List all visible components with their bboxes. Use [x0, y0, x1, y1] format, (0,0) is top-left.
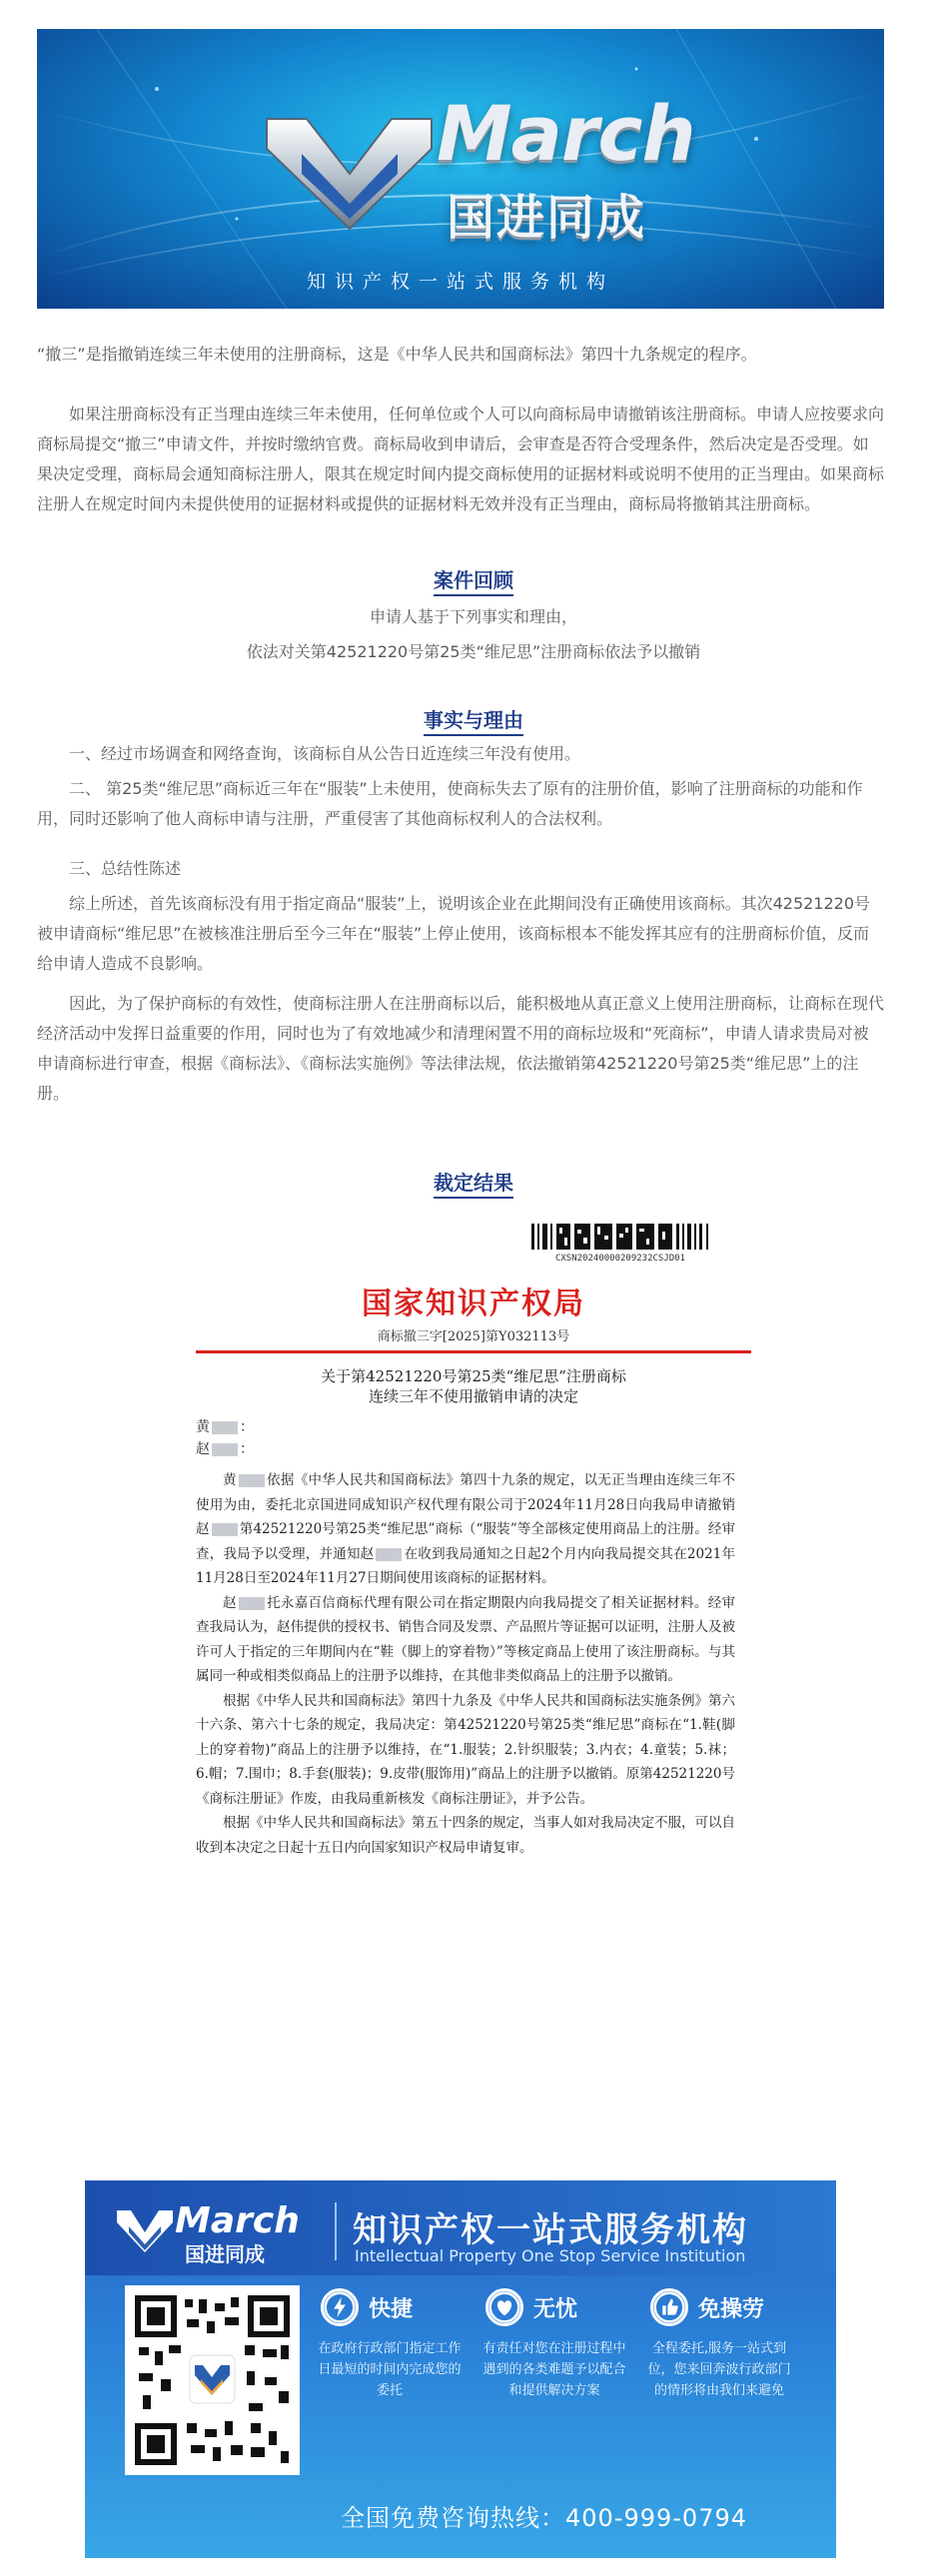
footer-divider — [335, 2202, 337, 2260]
banner-brand-cn: 国进同成 — [447, 190, 647, 246]
footer-title: 知识产权一站式服务机构 — [353, 2210, 748, 2250]
feature-desc: 全程委托,服务一站式到位，您来回奔波行政部门的情形将由我们来避免 — [647, 2341, 791, 2398]
footer-title-en: Intellectual Property One Stop Service Institution — [355, 2246, 746, 2265]
qr-code-icon — [135, 2295, 290, 2465]
heart-icon — [485, 2288, 523, 2326]
fact-paragraph-3a: 综上所述，首先该商标没有用于指定商品“服装”上，说明该企业在此期间没有正确使用该商标。其次42521220号被申请商标“维尼思”在被核准注册后至今三年在“服装”上停止使用，该商标根本不能发挥其应有的注册商标价值，反而给申请人造成不良影响。 — [37, 894, 871, 973]
redacted-name — [212, 1523, 238, 1536]
decision-paragraph-3: 根据《中华人民共和国商标法》第四十九条及《中华人民共和国商标法实施条例》第六十六条、第六十七条的规定，我局决定：第42521220号第25类“维尼思”商标在“1.鞋(脚上的穿着物)”商品上的注册予以维持，在“1.服装；2.针织服装；3.内衣；4.童装；5.袜；6.帽；7.围巾；8.手套(服装)；9.皮带(服饰用)”商品上的注册予以撤销。原第42521220号《商标注册证》作废，由我局重新核发《商标注册证》，并予公告。 — [196, 1692, 735, 1807]
thumbs-up-icon — [650, 2288, 688, 2326]
banner-tagline: 知识产权一站式服务机构 — [306, 271, 614, 293]
feature-desc: 在政府行政部门指定工作日最短的时间内完成您的委托 — [318, 2341, 462, 2398]
decision-paragraph-2: 赵 托永嘉百信商标代理有限公司在指定期限内向我局提交了相关证据材料。经审查我局认为，赵伟提供的授权书、销售合同及发票、产品照片等证据可以证明，注册人及被许可人于指定的三年期间内在“鞋（脚上的穿着物）”等核定商品上使用了该注册商标。与其属同一种或相类似商品上的注册予以维持，在其他非类似商品上的注册予以撤销。 — [196, 1594, 736, 1684]
fact-paragraph-3-title: 三、总结性陈述 — [69, 859, 182, 878]
decision-title: 关于第42521220号第25类“维尼思”注册商标 连续三年不使用撤销申请的决定 — [321, 1367, 626, 1405]
footer-ad-banner — [85, 2180, 836, 2558]
decision-paragraph-4: 根据《中华人民共和国商标法》第五十四条的规定，当事人如对我局决定不服，可以自收到本决定之日起十五日内向国家知识产权局申请复审。 — [196, 1815, 735, 1856]
footer-brand: March — [175, 2200, 300, 2241]
footer-logo-icon — [115, 2202, 175, 2257]
lightning-icon — [321, 2288, 359, 2326]
barcode-id: CXSN20240000209232CSJD01 — [554, 1254, 686, 1264]
redacted-name — [212, 1443, 238, 1456]
hotline: 全国免费咨询热线：400-999-0794 — [341, 2504, 748, 2532]
banner-brand: March — [437, 89, 695, 178]
decision-paragraph-1: 黄 依据《中华人民共和国商标法》第四十九条的规定，以无正当理由连续三年不使用为由，委托北京国进同成知识产权代理有限公司于2024年11月28日向我局申请撤销赵 第42521220号第25类“维尼思”商标（“服装”等全部核定使用商品上的注册。经审查，我局予以受理，并通知赵 在收到我局通知之日起2个月内向我局提交其在2021年11月28日至2024年11月27日期间使用该商标的证据材料。 — [196, 1472, 736, 1586]
fact-paragraph-1: 一、经过市场调查和网络查询，该商标自从公告日近连续三年没有使用。 — [69, 744, 581, 763]
fact-paragraph-3b: 因此，为了保护商标的有效性，使商标注册人在注册商标以后，能积极地从真正意义上使用注册商标，让商标在现代经济活动中发挥日益重要的作用，同时也为了有效地减少和清理闲置不用的商标垃圾和“死商标”，申请人请求贵局对被申请商标进行审查，根据《商标法》、《商标法实施例》等法律法规，依法撤销第42521220号第25类“维尼思”上的注册。 — [37, 994, 885, 1103]
addressee-1: 黄 ： — [196, 1419, 254, 1435]
redacted-name — [212, 1421, 238, 1434]
fact-paragraph-2: 二、 第25类“维尼思”商标近三年在“服装”上未使用，使商标失去了原有的注册价值，影响了注册商标的功能和作用，同时还影响了他人商标申请与注册，严重侵害了其他商标权利人的合法权利。 — [37, 779, 863, 828]
intro-paragraph-1: “撤三”是指撤销连续三年未使用的注册商标，这是《中华人民共和国商标法》第四十九条规定的程序。 — [37, 345, 757, 364]
document-number: 商标撤三字[2025]第Y032113号 — [377, 1329, 570, 1344]
red-divider — [196, 1350, 751, 1353]
heading-ruling-result: 裁定结果 — [0, 1167, 947, 1196]
qr-code — [125, 2285, 300, 2475]
redacted-name — [239, 1474, 265, 1487]
redacted-name — [239, 1597, 265, 1610]
issuing-office: 国家知识产权局 — [362, 1287, 585, 1321]
intro-paragraph-2: 如果注册商标没有正当理由连续三年未使用，任何单位或个人可以向商标局申请撤销该注册商标。申请人应按要求向商标局提交“撤三”申请文件，并按时缴纳官费。商标局收到申请后，会审查是否符合受理条件，然后决定是否受理。如果决定受理，商标局会通知商标注册人，限其在规定时间内提交商标使用的证据材料或说明不使用的正当理由。如果商标注册人在规定时间内未提供使用的证据材料或提供的证据材料无效并没有正当理由，商标局将撤销其注册商标。 — [37, 405, 885, 513]
decision-document — [196, 1209, 751, 2008]
heading-case-review: 案件回顾 — [0, 564, 947, 593]
addressee-2: 赵 ： — [196, 1441, 254, 1457]
march-logo-icon — [262, 99, 437, 239]
feature-name: 快捷 — [369, 2297, 414, 2322]
feature-desc: 有责任对您在注册过程中遇到的各类难题予以配合和提供解决方案 — [482, 2341, 626, 2398]
footer-brand-cn: 国进同成 — [185, 2242, 265, 2266]
case-line-1: 申请人基于下列事实和理由， — [369, 607, 577, 626]
case-line-2: 依法对关第42521220号第25类“维尼思”注册商标依法予以撤销 — [246, 642, 701, 661]
feature-name: 无忧 — [533, 2297, 578, 2322]
decision-body — [196, 1468, 735, 1860]
top-banner — [37, 29, 884, 309]
barcode-icon — [531, 1224, 711, 1250]
feature-name: 免操劳 — [698, 2297, 765, 2322]
redacted-name — [376, 1548, 402, 1561]
heading-facts-reasons: 事实与理由 — [0, 704, 947, 733]
